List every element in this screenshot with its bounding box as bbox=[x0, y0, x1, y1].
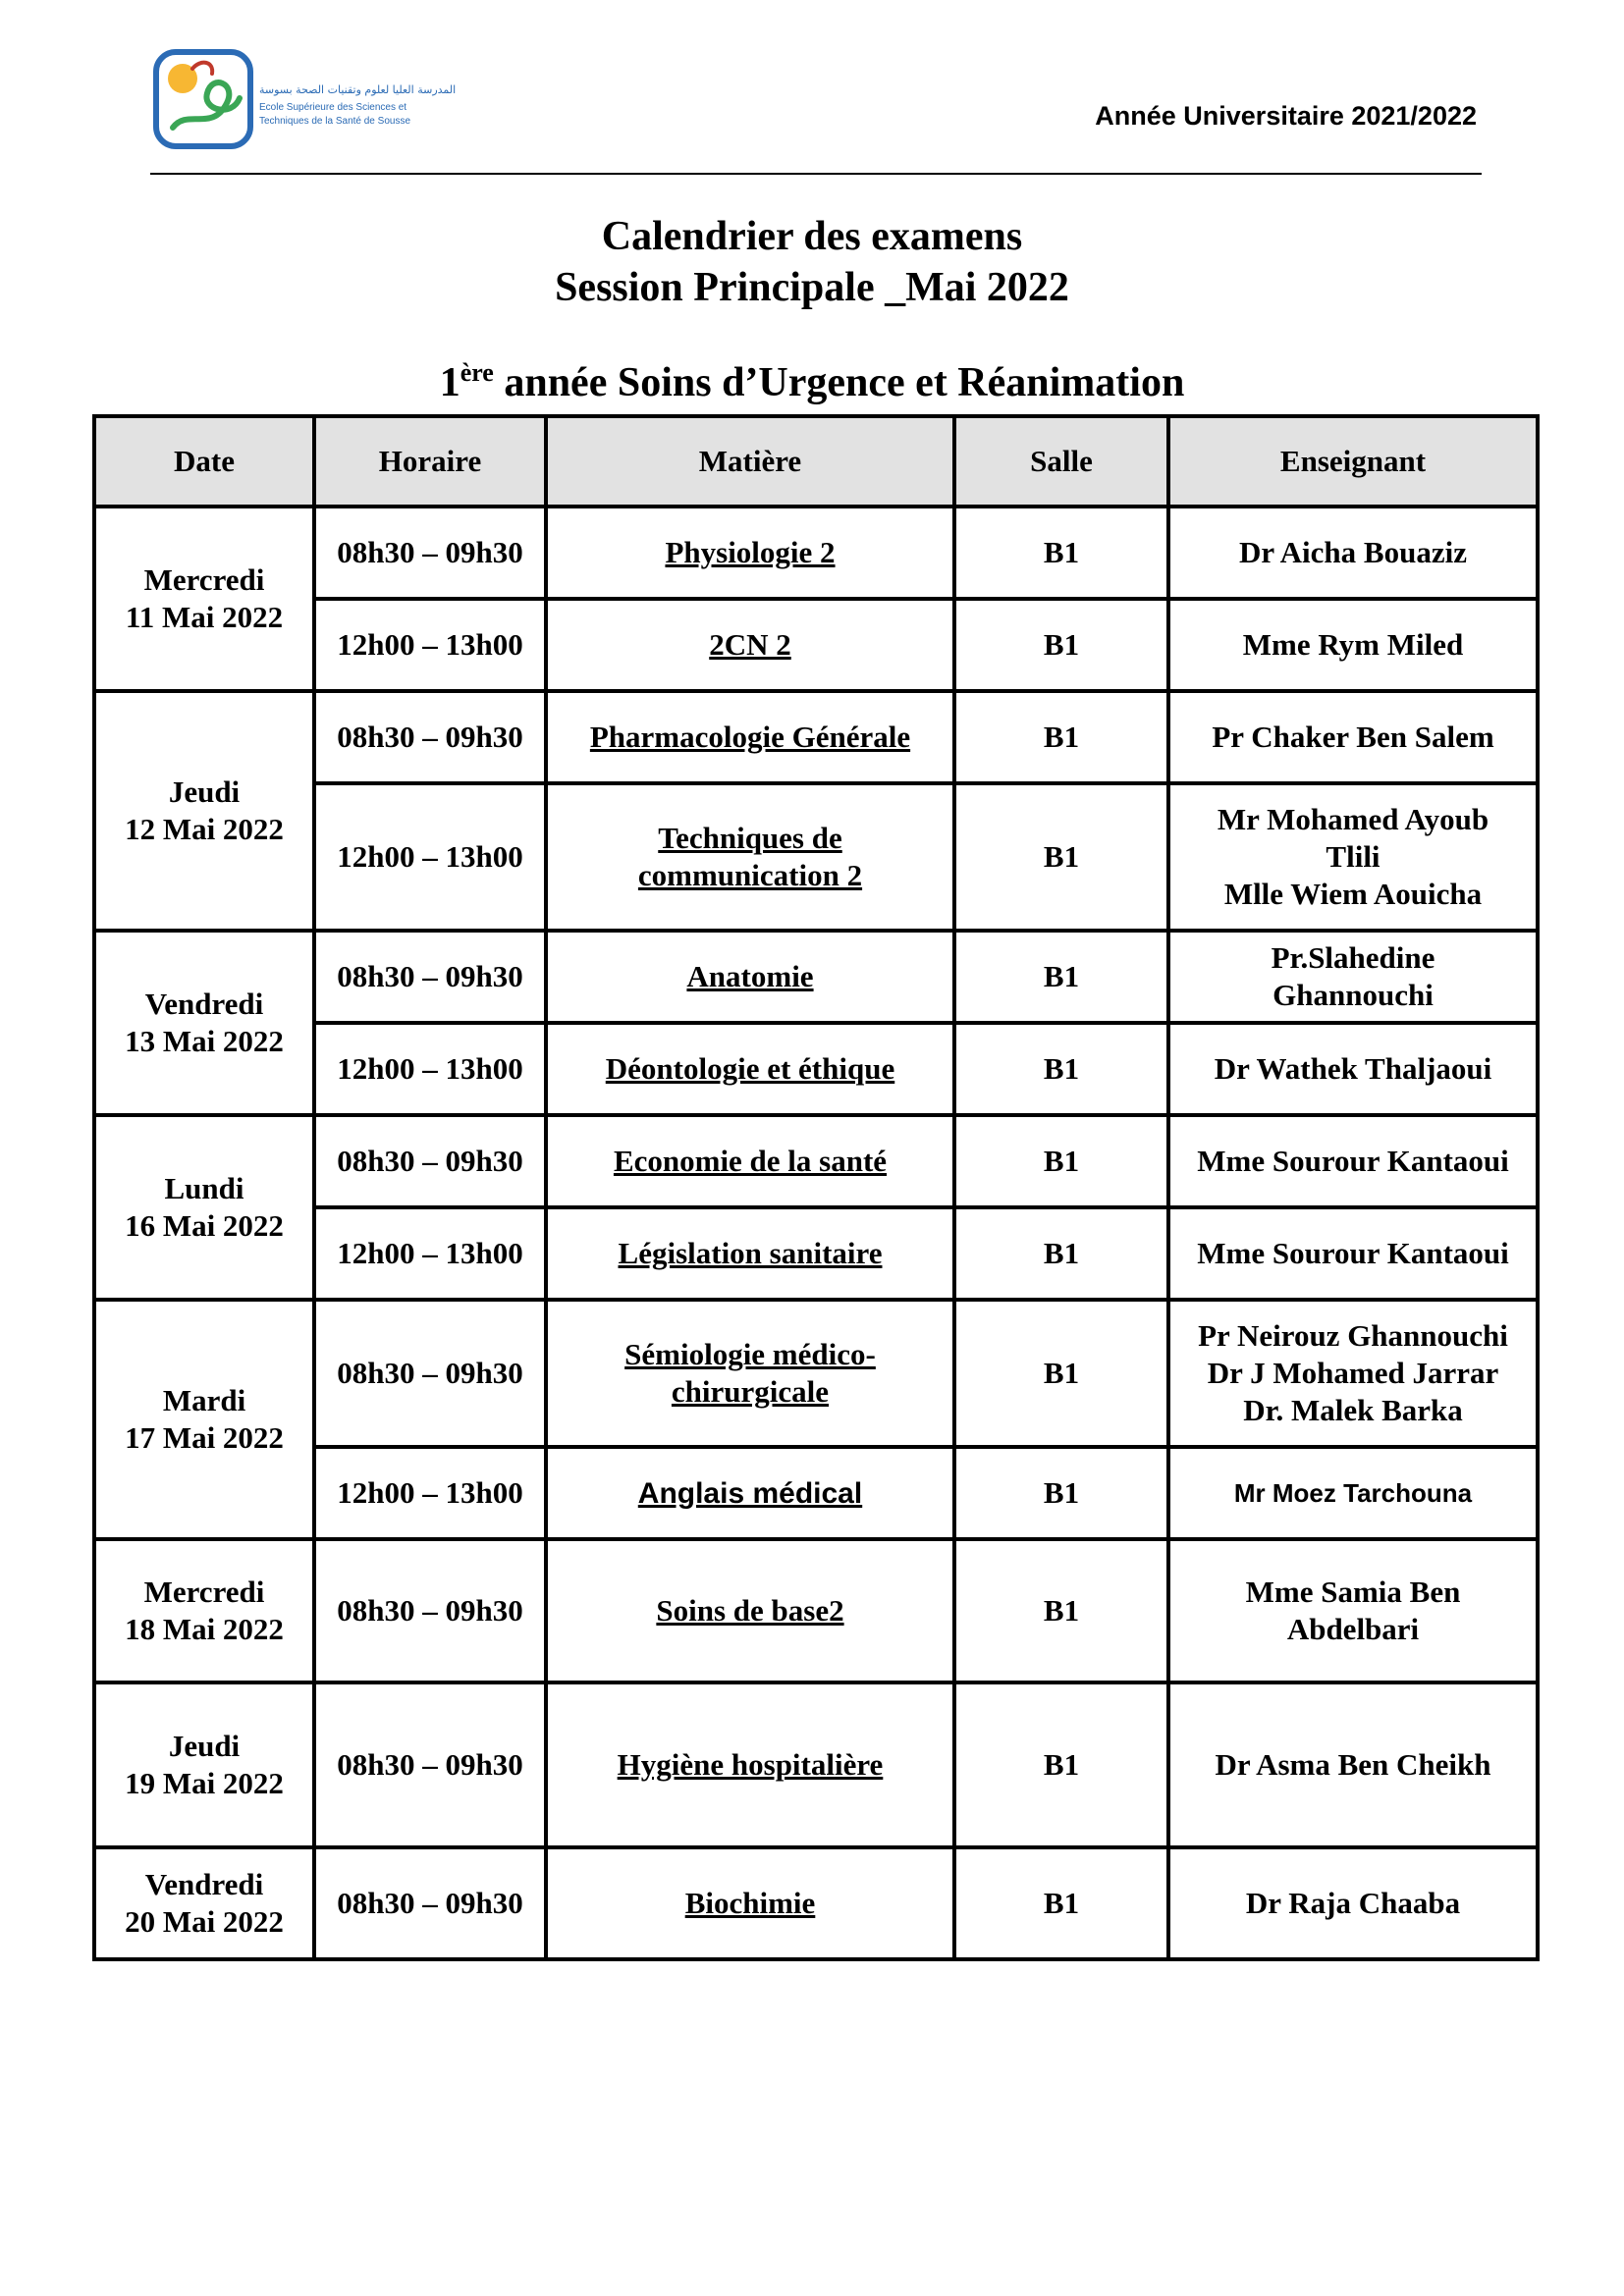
exam-teacher: Mme Samia Ben bbox=[1245, 1575, 1461, 1609]
exam-date: 17 Mai 2022 bbox=[125, 1420, 284, 1455]
exam-time: 12h00 – 13h00 bbox=[314, 1447, 546, 1539]
exam-schedule-table bbox=[92, 414, 1540, 1961]
exam-subject bbox=[619, 1235, 883, 1272]
exam-teacher: Dr Raja Chaaba bbox=[1245, 1886, 1461, 1920]
exam-room: B1 bbox=[954, 507, 1168, 599]
exam-subject-line: Physiologie 2 bbox=[665, 535, 836, 569]
subtitle-superscript: ère bbox=[460, 358, 494, 387]
exam-subject bbox=[685, 1885, 816, 1922]
exam-subject bbox=[618, 1746, 884, 1784]
exam-day: Vendredi bbox=[144, 987, 264, 1021]
exam-subject-cell bbox=[546, 931, 954, 1023]
column-header-teacher: Enseignant bbox=[1168, 416, 1538, 507]
exam-room: B1 bbox=[954, 1539, 1168, 1682]
exam-subject-cell bbox=[546, 1023, 954, 1115]
exam-day: Mardi bbox=[162, 1383, 246, 1417]
exam-teacher-cell bbox=[1168, 1847, 1538, 1959]
exam-time: 08h30 – 09h30 bbox=[314, 1115, 546, 1207]
svg-text:Ecole Supérieure des Sciences: Ecole Supérieure des Sciences et bbox=[259, 102, 407, 113]
exam-teacher: Dr J Mohamed Jarrar bbox=[1207, 1356, 1499, 1390]
exam-subject-line: Soins de base2 bbox=[656, 1593, 844, 1628]
exam-room: B1 bbox=[954, 1023, 1168, 1115]
exam-teacher: Dr Aicha Bouaziz bbox=[1239, 535, 1467, 569]
exam-subject-cell bbox=[546, 507, 954, 599]
column-header-subject: Matière bbox=[546, 416, 954, 507]
exam-date-cell bbox=[94, 931, 314, 1115]
exam-date: 19 Mai 2022 bbox=[125, 1766, 284, 1800]
exam-day: Mercredi bbox=[143, 562, 265, 597]
exam-subject bbox=[590, 719, 910, 756]
table-row bbox=[94, 1539, 1538, 1682]
exam-subject bbox=[624, 1336, 876, 1411]
exam-teacher: Abdelbari bbox=[1286, 1612, 1420, 1646]
exam-date-cell bbox=[94, 1847, 314, 1959]
exam-date: 18 Mai 2022 bbox=[125, 1612, 284, 1646]
exam-table-body bbox=[94, 507, 1538, 1959]
exam-date-cell bbox=[94, 507, 314, 691]
exam-teacher-cell bbox=[1168, 1539, 1538, 1682]
exam-teacher: Tlili bbox=[1326, 839, 1380, 874]
exam-subject-line: Pharmacologie Générale bbox=[589, 720, 911, 754]
exam-teacher-cell bbox=[1168, 507, 1538, 599]
exam-subject bbox=[638, 1475, 862, 1513]
exam-subject-cell bbox=[546, 1207, 954, 1300]
column-header-time: Horaire bbox=[314, 416, 546, 507]
exam-room: B1 bbox=[954, 1115, 1168, 1207]
exam-subject-cell bbox=[546, 1115, 954, 1207]
exam-teacher: Dr. Malek Barka bbox=[1243, 1393, 1463, 1427]
table-row bbox=[94, 691, 1538, 783]
exam-subject-cell bbox=[546, 1539, 954, 1682]
exam-date: 12 Mai 2022 bbox=[125, 812, 284, 846]
exam-day: Mercredi bbox=[143, 1575, 265, 1609]
exam-date: 13 Mai 2022 bbox=[125, 1024, 284, 1058]
exam-date: 20 Mai 2022 bbox=[125, 1904, 284, 1939]
exam-teacher: Dr Asma Ben Cheikh bbox=[1215, 1747, 1491, 1782]
exam-teacher-cell bbox=[1168, 1447, 1538, 1539]
exam-room: B1 bbox=[954, 931, 1168, 1023]
exam-teacher: Mr Moez Tarchouna bbox=[1233, 1478, 1473, 1508]
exam-subject-line: Législation sanitaire bbox=[618, 1236, 883, 1270]
svg-text:Techniques de la Santé de Sous: Techniques de la Santé de Sousse bbox=[259, 116, 410, 127]
exam-teacher-cell bbox=[1168, 783, 1538, 931]
exam-room: B1 bbox=[954, 599, 1168, 691]
exam-room: B1 bbox=[954, 1447, 1168, 1539]
exam-room: B1 bbox=[954, 1847, 1168, 1959]
exam-teacher-cell bbox=[1168, 1682, 1538, 1847]
school-logo bbox=[153, 49, 457, 149]
exam-subject bbox=[606, 1050, 894, 1088]
exam-day: Lundi bbox=[164, 1171, 244, 1205]
exam-day: Jeudi bbox=[168, 1729, 241, 1763]
svg-text:المدرسة العليا لعلوم وتقنيات ا: المدرسة العليا لعلوم وتقنيات الصحة بسوسة bbox=[259, 83, 457, 96]
exam-subject bbox=[665, 534, 835, 571]
exam-day: Vendredi bbox=[144, 1867, 264, 1901]
exam-subject-line: Economie de la santé bbox=[613, 1144, 888, 1178]
exam-subject-cell bbox=[546, 1300, 954, 1447]
exam-subject-line: communication 2 bbox=[637, 858, 863, 892]
exam-date-cell bbox=[94, 691, 314, 931]
column-header-room: Salle bbox=[954, 416, 1168, 507]
exam-subject-line: Biochimie bbox=[684, 1886, 816, 1920]
exam-subject-line: Sémiologie médico- bbox=[624, 1337, 876, 1371]
exam-time: 08h30 – 09h30 bbox=[314, 1300, 546, 1447]
exam-time: 08h30 – 09h30 bbox=[314, 1682, 546, 1847]
title-line-2: Session Principale _Mai 2022 bbox=[555, 265, 1069, 310]
page-title bbox=[0, 211, 1624, 313]
exam-time: 08h30 – 09h30 bbox=[314, 931, 546, 1023]
column-header-date: Date bbox=[94, 416, 314, 507]
exam-teacher-cell bbox=[1168, 599, 1538, 691]
exam-subject-line: Anatomie bbox=[686, 959, 814, 993]
subtitle-ordinal: 1 bbox=[439, 360, 460, 405]
exam-teacher: Pr Chaker Ben Salem bbox=[1212, 720, 1494, 754]
exam-teacher: Mme Sourour Kantaoui bbox=[1197, 1236, 1509, 1270]
exam-room: B1 bbox=[954, 783, 1168, 931]
exam-subject bbox=[614, 1143, 887, 1180]
exam-subject-cell bbox=[546, 1447, 954, 1539]
exam-subject bbox=[656, 1592, 843, 1629]
table-row bbox=[94, 931, 1538, 1023]
program-subtitle bbox=[0, 358, 1624, 406]
title-line-1: Calendrier des examens bbox=[601, 214, 1023, 259]
exam-date-cell bbox=[94, 1682, 314, 1847]
exam-teacher-cell bbox=[1168, 1207, 1538, 1300]
exam-teacher: Ghannouchi bbox=[1272, 978, 1434, 1012]
exam-time: 12h00 – 13h00 bbox=[314, 783, 546, 931]
exam-teacher: Mlle Wiem Aouicha bbox=[1223, 877, 1483, 911]
exam-time: 12h00 – 13h00 bbox=[314, 1207, 546, 1300]
exam-teacher: Pr.Slahedine bbox=[1271, 940, 1435, 975]
table-row bbox=[94, 1847, 1538, 1959]
exam-teacher-cell bbox=[1168, 1115, 1538, 1207]
exam-teacher-cell bbox=[1168, 691, 1538, 783]
exam-time: 08h30 – 09h30 bbox=[314, 1539, 546, 1682]
exam-date-cell bbox=[94, 1115, 314, 1300]
exam-subject-line: Hygiène hospitalière bbox=[617, 1747, 884, 1782]
exam-subject-line: Techniques de bbox=[658, 821, 842, 855]
exam-time: 12h00 – 13h00 bbox=[314, 1023, 546, 1115]
exam-teacher-cell bbox=[1168, 1300, 1538, 1447]
exam-room: B1 bbox=[954, 1207, 1168, 1300]
exam-date: 16 Mai 2022 bbox=[125, 1208, 284, 1243]
exam-teacher: Mme Rym Miled bbox=[1242, 627, 1464, 662]
exam-teacher: Mme Sourour Kantaoui bbox=[1197, 1144, 1509, 1178]
exam-teacher-cell bbox=[1168, 931, 1538, 1023]
table-row bbox=[94, 1300, 1538, 1447]
exam-teacher: Dr Wathek Thaljaoui bbox=[1214, 1051, 1492, 1086]
exam-subject-cell bbox=[546, 1847, 954, 1959]
exam-subject-line: chirurgicale bbox=[671, 1374, 830, 1409]
exam-teacher: Mr Mohamed Ayoub bbox=[1217, 802, 1489, 836]
exam-date-cell bbox=[94, 1539, 314, 1682]
exam-subject-line: Anglais médical bbox=[637, 1476, 863, 1510]
exam-day: Jeudi bbox=[168, 774, 241, 809]
table-row bbox=[94, 507, 1538, 599]
exam-teacher-cell bbox=[1168, 1023, 1538, 1115]
subtitle-rest: année Soins d’Urgence et Réanimation bbox=[493, 360, 1185, 405]
exam-subject-cell bbox=[546, 1682, 954, 1847]
exam-room: B1 bbox=[954, 1300, 1168, 1447]
exam-subject-cell bbox=[546, 599, 954, 691]
exam-subject-line: Déontologie et éthique bbox=[605, 1051, 895, 1086]
exam-subject bbox=[686, 958, 813, 995]
exam-date-cell bbox=[94, 1300, 314, 1539]
exam-time: 08h30 – 09h30 bbox=[314, 507, 546, 599]
exam-time: 08h30 – 09h30 bbox=[314, 1847, 546, 1959]
exam-room: B1 bbox=[954, 1682, 1168, 1847]
header-divider bbox=[150, 173, 1482, 175]
table-row bbox=[94, 1115, 1538, 1207]
exam-subject bbox=[638, 820, 862, 894]
exam-subject bbox=[709, 626, 791, 664]
exam-subject-line: 2CN 2 bbox=[709, 627, 791, 662]
exam-subject-cell bbox=[546, 783, 954, 931]
exam-date: 11 Mai 2022 bbox=[125, 600, 284, 634]
exam-subject-cell bbox=[546, 691, 954, 783]
exam-teacher: Pr Neirouz Ghannouchi bbox=[1198, 1318, 1508, 1353]
exam-time: 12h00 – 13h00 bbox=[314, 599, 546, 691]
table-header-row bbox=[94, 416, 1538, 507]
table-row bbox=[94, 1682, 1538, 1847]
exam-room: B1 bbox=[954, 691, 1168, 783]
academic-year: Année Universitaire 2021/2022 bbox=[1095, 101, 1477, 131]
exam-time: 08h30 – 09h30 bbox=[314, 691, 546, 783]
